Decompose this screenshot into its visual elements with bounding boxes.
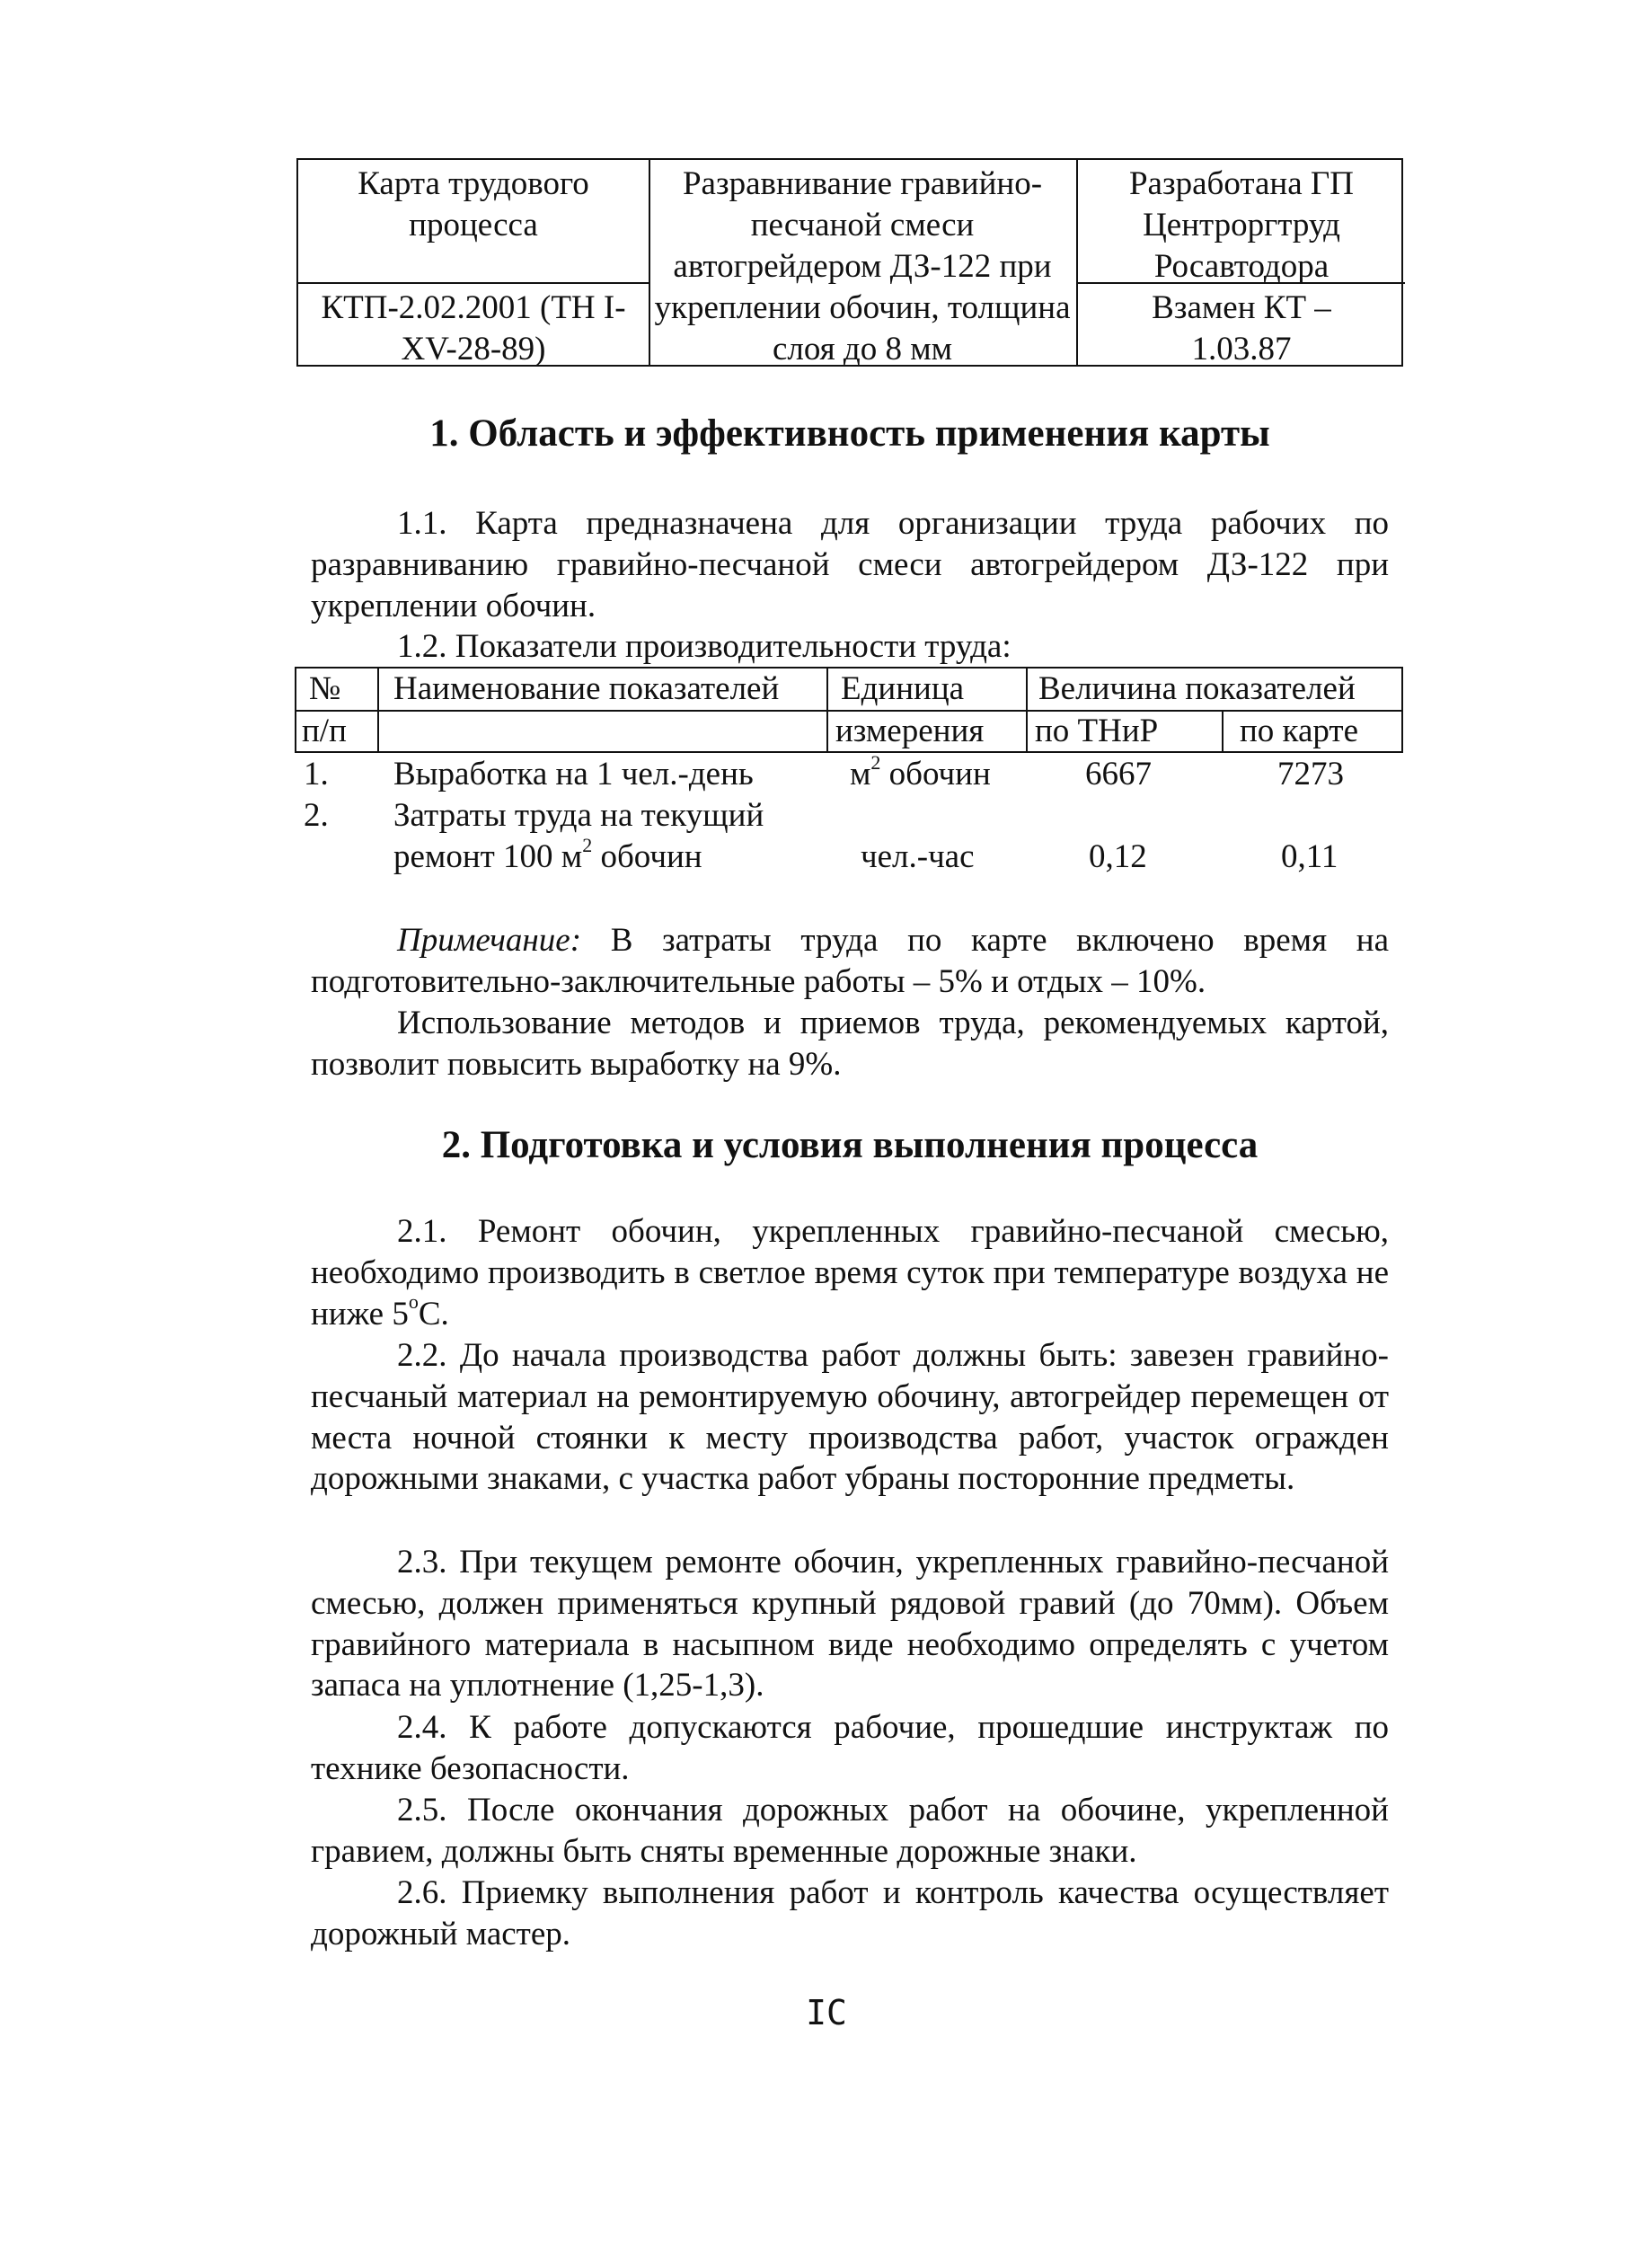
section-2-title: 2. Подготовка и условия выполнения процесса [441,1124,1259,1166]
developer: Разработана ГП Центроргтруд Росавтодора [1128,165,1354,285]
table-rule [1401,667,1403,751]
row-1-unit-base: м [850,756,871,793]
methods-paragraph [311,1003,1389,1085]
methods-text: Использование методов и приемов труда, рекомендуемых картой, позволит повысить выработку на 9%. [311,1005,1389,1083]
card-title: Карта трудового процесса [358,165,589,244]
table-rule [295,751,1403,753]
paragraph-2-3 [311,1542,1389,1706]
th-tnir: по ТНиР [1035,713,1159,749]
paragraph-2-6 [311,1873,1389,1955]
paragraph-2-4-text: 2.4. К работе допускаются рабочие, прошедшие инструктаж по технике безопасности. [311,1709,1389,1787]
row-1-unit-rest: обочин [880,756,991,793]
table-rule [1222,710,1224,751]
header-table [296,158,1403,367]
th-name: Наименование показателей [393,670,780,707]
row-2-card: 0,11 [1281,838,1338,875]
note-label: Примечание: [397,922,582,959]
row-1-card: 7273 [1277,756,1344,793]
paragraph-2-5-text: 2.5. После окончания дорожных работ на обочине, укрепленной гравием, должны быть сняты временные дорожные знаки. [311,1792,1389,1870]
th-no: № [309,670,341,707]
th-value: Величина показателей [1038,670,1356,707]
degree-sup: о [408,1290,419,1314]
row-1-tnir: 6667 [1085,756,1152,793]
note [311,920,1389,1003]
th-card: по карте [1240,713,1358,749]
table-rule [295,667,1403,669]
header-divider [298,282,649,284]
row-2-name-a: ремонт 100 м [393,838,583,875]
paragraph-2-1 [311,1211,1389,1334]
paragraph-1-2: 1.2. Показатели производительности труда: [397,628,1012,665]
row-1-no: 1. [304,756,329,793]
paragraph-1-1 [311,503,1389,626]
row-2-no: 2. [304,797,329,834]
process-name: Разравнивание гравийно-песчаной смеси автогрейдером ДЗ-122 при укреплении обочин, толщина слоя до 8 мм [654,165,1071,367]
table-rule [377,667,379,751]
paragraph-2-4 [311,1707,1389,1790]
replaces: Взамен КТ – 1.03.87 [1152,289,1331,367]
paragraph-2-1-end: С. [418,1295,449,1333]
th-unit-2: измерения [835,713,985,749]
paragraph-2-2 [311,1335,1389,1500]
row-2-unit: чел.-час [861,838,975,875]
row-1-unit-sup: 2 [870,750,881,774]
note-text: В затраты труда по карте включено время на подготовительно-заключительные работы – 5% и отдых – 10%. [311,922,1389,1000]
section-1-title: 1. Область и эффективность применения карты [429,412,1270,455]
row-1-unit [850,750,991,794]
paragraph-2-2-text: 2.2. До начала производства работ должны быть: завезен гравийно-песчаный материал на ремонтируемую обочину, автогрейдер перемещен от места ночной стоянки к месту производства работ, участок огражден дорожными знаками, с участка работ убраны посторонние предметы. [311,1337,1389,1498]
row-2-name-sup: 2 [582,833,593,856]
row-1-name: Выработка на 1 чел.-день [393,756,754,793]
row-2-name-b: обочин [592,838,702,875]
page-number: IC [806,1993,847,2032]
paragraph-2-3-text: 2.3. При текущем ремонте обочин, укрепленных гравийно-песчаной смесью, должен применяться крупный рядовой гравий (до 70мм). Объем гравийного материала в насыпном виде необходимо определять с учетом запаса на уплотнение (1,25-1,3). [311,1544,1389,1705]
table-rule [826,667,828,751]
card-code: КТП-2.02.2001 (ТН I-XV-28-89) [321,289,626,367]
paragraph-2-1-text: 2.1. Ремонт обочин, укрепленных гравийно-песчаной смесью, необходимо производить в светлое время суток при температуре воздуха не ниже 5 [311,1213,1389,1333]
paragraph-1-1-text: 1.1. Карта предназначена для организации труда рабочих по разравниванию гравийно-песчаной смеси автогрейдером ДЗ-122 при укреплении обочин. [311,505,1389,624]
header-divider [649,160,650,365]
paragraph-2-6-text: 2.6. Приемку выполнения работ и контроль качества осуществляет дорожный мастер. [311,1874,1389,1953]
table-rule [295,667,296,751]
paragraph-2-5 [311,1790,1389,1873]
row-2-name-line-1: Затраты труда на текущий [393,797,764,834]
table-rule [1026,667,1028,751]
th-no-2: п/п [302,713,347,749]
th-unit: Единица [841,670,965,707]
row-2-name-line-2 [393,833,702,877]
header-divider [1076,160,1078,365]
row-2-tnir: 0,12 [1089,838,1147,875]
